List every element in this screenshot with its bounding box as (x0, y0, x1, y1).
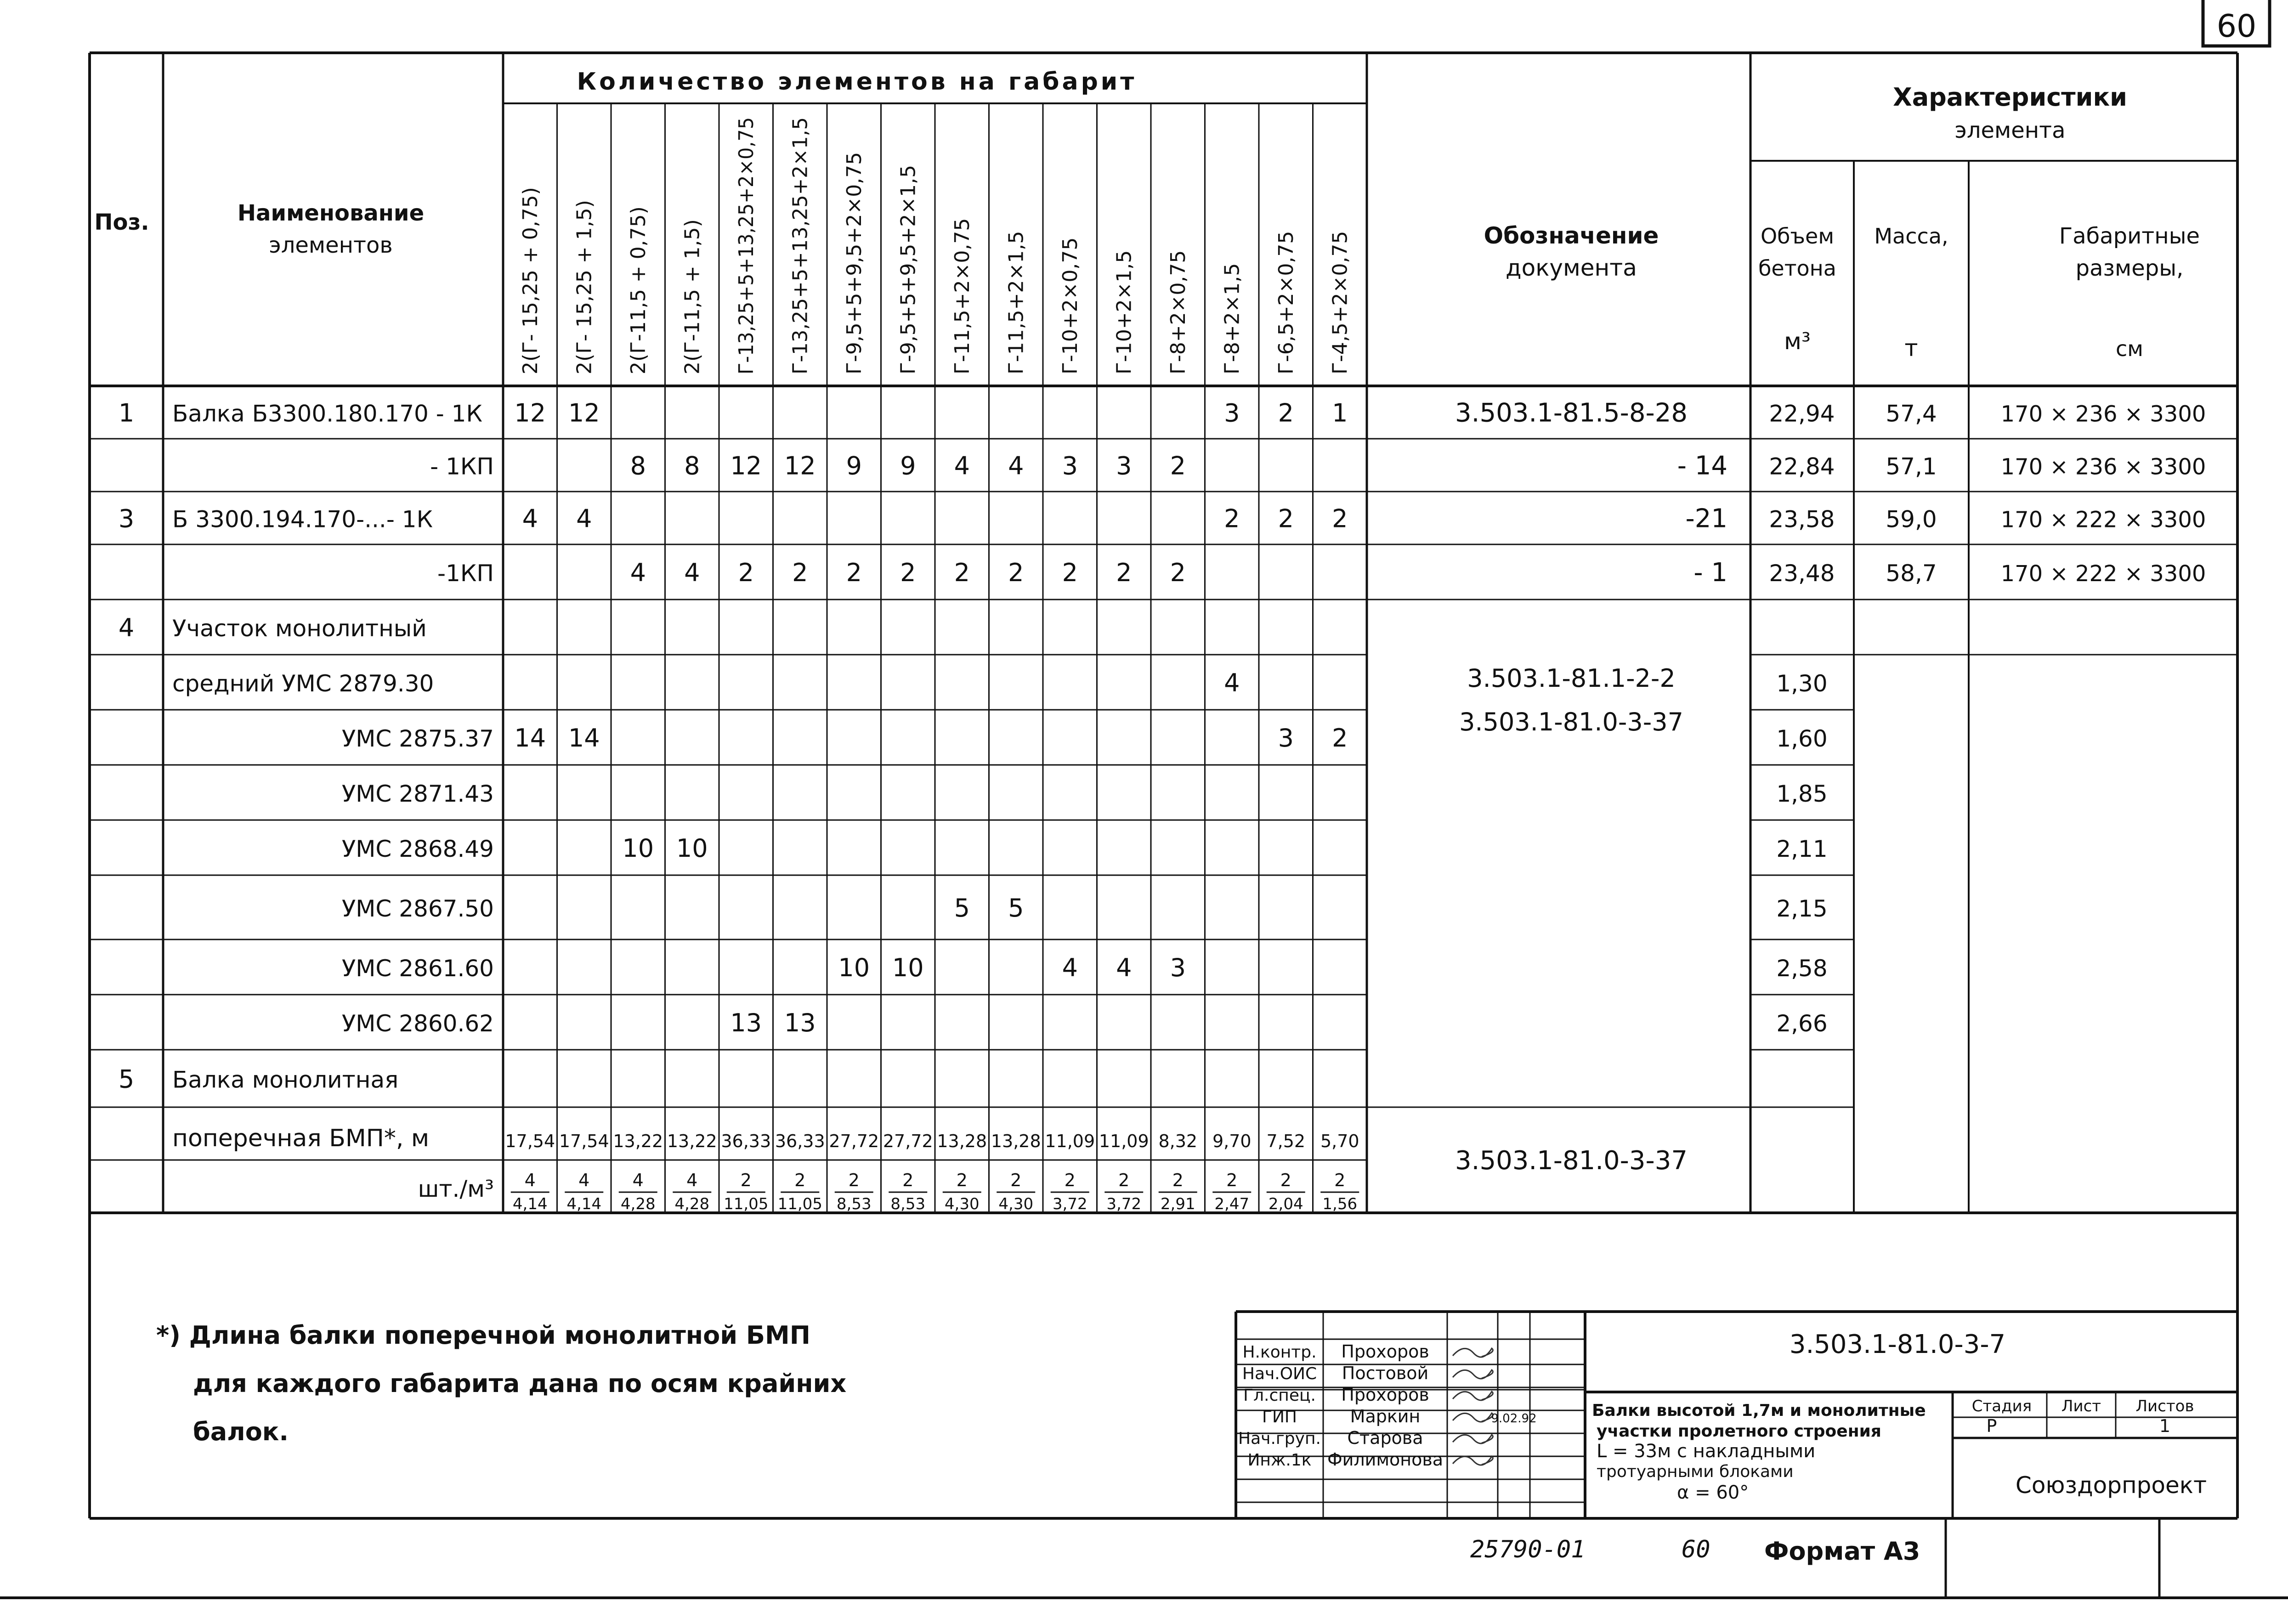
row-volume: 2,66 (1776, 1010, 1828, 1037)
qty-cell: 14 (514, 724, 546, 753)
qty-cell: 4 (1224, 668, 1240, 697)
stamp-title-line5: α = 60° (1677, 1482, 1749, 1503)
qty-cell: 3 (1278, 724, 1294, 753)
bmp-length: 17,54 (559, 1131, 609, 1151)
qty-cell: 3 (1224, 398, 1240, 428)
header-mass-unit: т (1904, 335, 1918, 362)
bmp-pieces: 4 (632, 1170, 644, 1190)
qty-cell: 2 (846, 558, 862, 587)
bmp-length: 36,33 (721, 1131, 771, 1151)
qty-cell: 9 (846, 451, 862, 481)
qty-cell: 12 (730, 451, 762, 481)
row-designation: - 14 (1677, 451, 1727, 481)
row-volume: 1,85 (1776, 781, 1828, 807)
stamp-stage-value: Р (1986, 1416, 1997, 1436)
qty-cell: 4 (1116, 953, 1132, 982)
row-volume: 1,30 (1776, 670, 1828, 697)
bmp-length: 11,09 (1099, 1131, 1149, 1151)
qty-cell: 1 (1332, 398, 1348, 428)
signer-role: Нач.груп. (1238, 1429, 1321, 1448)
row-name: УМС 2867.50 (341, 895, 494, 922)
stamp-title-line2: участки пролетного строения (1597, 1422, 1881, 1441)
row-pos: 5 (118, 1064, 135, 1094)
qty-cell: 2 (792, 558, 808, 587)
row-name: УМС 2861.60 (341, 955, 494, 982)
signer-name: Постовой (1342, 1363, 1429, 1383)
header-qty-group: Количество элементов на габарит (577, 68, 1137, 96)
qty-cell: 4 (684, 558, 700, 587)
qty-cell: 2 (1170, 451, 1186, 481)
footer-inventory: 25790-01 (1470, 1536, 1586, 1563)
qty-cell: 13 (730, 1008, 762, 1037)
bmp-length: 7,52 (1266, 1131, 1306, 1151)
signer-name: Маркин (1350, 1406, 1421, 1426)
row-volume: 22,84 (1769, 453, 1835, 480)
bmp-volume: 8,53 (836, 1195, 872, 1213)
signer-role: Инж.1к (1247, 1451, 1312, 1470)
ums-designation-1: 3.503.1-81.1-2-2 (1467, 664, 1676, 693)
row-name: Балка Б3300.180.170 - 1К (172, 400, 482, 427)
stamp-sheets-value: 1 (2159, 1416, 2171, 1436)
row-pos: 4 (118, 613, 135, 642)
gabarit-header: Г-13,25+5+13,25+2×0,75 (734, 100, 758, 374)
qty-cell: 4 (1062, 953, 1078, 982)
bmp-designation: 3.503.1-81.0-3-37 (1455, 1146, 1688, 1176)
header-pos: Поз. (94, 209, 149, 235)
qty-cell: 4 (576, 504, 592, 533)
bmp-pieces: 2 (1334, 1170, 1346, 1190)
bmp-label: поперечная БМП*, м (172, 1125, 430, 1152)
bmp-pieces: 2 (1226, 1170, 1238, 1190)
qty-cell: 2 (1116, 558, 1132, 587)
qty-cell: 2 (1278, 504, 1294, 533)
qty-cell: 5 (954, 894, 970, 922)
bmp-pieces: 2 (1172, 1170, 1184, 1190)
bmp-pieces: 2 (902, 1170, 914, 1190)
qty-cell: 2 (1332, 504, 1348, 533)
bmp-length: 27,72 (883, 1131, 933, 1151)
bmp-volume: 1,56 (1322, 1195, 1358, 1213)
row-volume: 1,60 (1776, 725, 1828, 752)
qty-cell: 12 (568, 398, 600, 428)
qty-cell: 14 (568, 724, 600, 753)
qty-cell: 8 (630, 451, 646, 481)
qty-cell: 2 (1170, 558, 1186, 587)
bmp-length: 9,70 (1212, 1131, 1252, 1151)
gabarit-header: Г-11,5+2×0,75 (950, 218, 974, 374)
bmp-length: 13,22 (613, 1131, 663, 1151)
header-dims-line2: размеры, (2075, 255, 2184, 281)
row-dims: 170 × 222 × 3300 (2000, 561, 2206, 587)
gabarit-header: Г-9,5+5+9,5+2×1,5 (896, 164, 920, 374)
qty-cell: 2 (1332, 724, 1348, 753)
signer-role: Нач.ОИС (1242, 1364, 1317, 1383)
row-volume: 2,11 (1776, 836, 1828, 862)
qty-cell: 8 (684, 451, 700, 481)
row-name: - 1КП (430, 453, 494, 480)
header-characteristics-line2: элемента (1954, 118, 2066, 143)
row-name: -1КП (437, 560, 494, 587)
row-mass: 58,7 (1886, 560, 1937, 587)
note-line1: *) Длина балки поперечной монолитной БМП (156, 1321, 810, 1350)
row-dims: 170 × 236 × 3300 (2000, 401, 2206, 427)
header-name-line1: Наименование (237, 200, 425, 226)
qty-cell: 3 (1170, 953, 1186, 982)
stamp-title-line4: тротуарными блоками (1597, 1462, 1794, 1481)
bmp-length: 11,09 (1045, 1131, 1095, 1151)
ums-designation-2: 3.503.1-81.0-3-37 (1459, 707, 1683, 736)
header-dims-unit: см (2116, 336, 2143, 361)
footer-page: 60 (1682, 1536, 1710, 1563)
row-dims: 170 × 236 × 3300 (2000, 454, 2206, 480)
stamp-title-line1: Балки высотой 1,7м и монолитные (1592, 1401, 1926, 1420)
header-designation-line2: документа (1506, 255, 1637, 281)
qty-cell: 2 (1278, 398, 1294, 428)
row-designation: - 1 (1693, 558, 1727, 588)
bmp-volume: 2,04 (1268, 1195, 1303, 1213)
qty-cell: 4 (954, 451, 970, 481)
row-designation: 3.503.1-81.5-8-28 (1455, 398, 1688, 428)
bmp-volume: 11,05 (777, 1195, 822, 1213)
stamp-sheets-label: Листов (2135, 1397, 2194, 1415)
header-characteristics-line1: Характеристики (1893, 83, 2127, 112)
header-volume-line2: бетона (1758, 256, 1836, 281)
row-name: УМС 2875.37 (341, 725, 494, 752)
row-name: УМС 2868.49 (341, 836, 494, 862)
qty-cell: 4 (522, 504, 538, 533)
bmp-length: 13,28 (937, 1131, 987, 1151)
sheet-number: 60 (2216, 8, 2257, 45)
gabarit-header: Г-10+2×0,75 (1058, 237, 1082, 374)
qty-cell: 10 (892, 953, 924, 982)
signer-name: Филимонова (1327, 1449, 1444, 1470)
bmp-pieces: 4 (686, 1170, 698, 1190)
bmp-volume: 4,28 (620, 1195, 656, 1213)
bmp-pieces: 2 (1010, 1170, 1022, 1190)
header-designation-line1: Обозначение (1484, 222, 1659, 249)
row-volume: 2,15 (1776, 895, 1828, 922)
stamp-code: 3.503.1-81.0-3-7 (1789, 1330, 2006, 1359)
row-volume: 22,94 (1769, 400, 1835, 427)
gabarit-header: Г-8+2×0,75 (1166, 250, 1190, 374)
gabarit-header: Г-11,5+2×1,5 (1004, 231, 1028, 374)
qty-cell: 13 (784, 1008, 816, 1037)
stamp-stage-label: Стадия (1971, 1397, 2032, 1415)
row-name: средний УМС 2879.30 (172, 670, 434, 697)
qty-cell: 10 (622, 834, 654, 863)
qty-cell: 10 (676, 834, 708, 863)
qty-cell: 12 (784, 451, 816, 481)
bmp-length: 8,32 (1158, 1131, 1198, 1151)
row-name: Б 3300.194.170-...- 1К (172, 506, 433, 533)
qty-cell: 9 (900, 451, 916, 481)
bmp-pieces: 2 (1280, 1170, 1291, 1190)
bmp-volume: 11,05 (724, 1195, 769, 1213)
qty-cell: 12 (514, 398, 546, 428)
row-mass: 59,0 (1886, 506, 1937, 533)
row-mass: 57,1 (1886, 453, 1937, 480)
row-name: УМС 2860.62 (341, 1010, 494, 1037)
qty-cell: 2 (1224, 504, 1240, 533)
stamp-sheet-label: Лист (2061, 1397, 2101, 1415)
bmp-pieces: 2 (740, 1170, 752, 1190)
bmp-length: 36,33 (775, 1131, 825, 1151)
gabarit-header: Г-13,25+5+13,25+2×1,5 (788, 113, 812, 374)
bmp-pieces: 2 (848, 1170, 860, 1190)
row-volume: 2,58 (1776, 955, 1828, 982)
bmp-volume: 2,47 (1214, 1195, 1250, 1213)
bmp-length: 5,70 (1320, 1131, 1359, 1151)
row-name: Участок монолитный (172, 615, 427, 642)
row-pos: 3 (118, 504, 135, 533)
qty-cell: 3 (1116, 451, 1132, 481)
stamp-org: Союздорпроект (2015, 1472, 2207, 1499)
qty-cell: 3 (1062, 451, 1078, 481)
bmp-length: 27,72 (829, 1131, 879, 1151)
note-line3: балок. (193, 1417, 289, 1446)
gabarit-header: 2(Г-11,5 + 1,5) (680, 219, 704, 374)
bmp-volume: 4,30 (944, 1195, 980, 1213)
bmp-volume: 4,30 (998, 1195, 1034, 1213)
bmp-volume: 2,91 (1160, 1195, 1195, 1213)
stamp-title-line3: L = 33м с накладными (1597, 1441, 1816, 1462)
bmp-length: 17,54 (505, 1131, 555, 1151)
signer-date: 9.02.92 (1491, 1412, 1537, 1426)
row-designation: -21 (1685, 504, 1727, 534)
bmp-volume: 4,14 (512, 1195, 548, 1213)
header-volume-line1: Объем (1760, 224, 1835, 249)
bmp-length: 13,28 (991, 1131, 1041, 1151)
gabarit-header: Г-6,5+2×0,75 (1274, 231, 1298, 374)
signer-role: ГИП (1262, 1408, 1297, 1426)
signer-role: Н.контр. (1242, 1343, 1317, 1362)
qty-cell: 5 (1008, 894, 1024, 922)
qty-cell: 10 (838, 953, 870, 982)
qty-cell: 4 (630, 558, 646, 587)
qty-cell: 2 (1008, 558, 1024, 587)
qty-cell: 2 (900, 558, 916, 587)
signer-role: Гл.спец. (1243, 1386, 1316, 1405)
row-dims: 170 × 222 × 3300 (2000, 507, 2206, 533)
gabarit-header: Г-4,5+2×0,75 (1328, 231, 1352, 374)
qty-cell: 2 (1062, 558, 1078, 587)
bmp-volume: 3,72 (1052, 1195, 1087, 1213)
bmp-length: 13,22 (667, 1131, 717, 1151)
header-volume-unit: м³ (1784, 328, 1811, 355)
gabarit-header: 2(Г- 15,25 + 1,5) (572, 200, 596, 374)
bmp-volume: 8,53 (890, 1195, 926, 1213)
row-name: УМС 2871.43 (341, 781, 494, 807)
row-mass: 57,4 (1886, 400, 1937, 427)
bmp-pieces: 2 (1064, 1170, 1076, 1190)
gabarit-header: Г-8+2×1,5 (1220, 263, 1244, 374)
signer-name: Прохоров (1341, 1341, 1429, 1362)
header-dims-line1: Габаритные (2059, 223, 2200, 249)
bmp-pieces: 2 (956, 1170, 968, 1190)
row-volume: 23,58 (1769, 506, 1835, 533)
gabarit-header: 2(Г-11,5 + 0,75) (626, 206, 650, 374)
header-mass-label: Масса, (1874, 224, 1948, 249)
bmp-pieces: 4 (524, 1170, 536, 1190)
qty-cell: 2 (738, 558, 754, 587)
footer-format: Формат А3 (1764, 1537, 1920, 1566)
row-pos: 1 (118, 398, 135, 428)
gabarit-header: 2(Г- 15,25 + 0,75) (518, 187, 542, 374)
row-volume: 23,48 (1769, 560, 1835, 587)
bmp-pieces: 2 (1118, 1170, 1130, 1190)
bmp-pieces: 4 (578, 1170, 590, 1190)
signer-name: Прохоров (1341, 1385, 1429, 1405)
bmp-volume: 3,72 (1106, 1195, 1142, 1213)
bmp-volume: 4,14 (566, 1195, 602, 1213)
bmp-volume: 4,28 (674, 1195, 710, 1213)
bmp-pieces-label: шт./м³ (418, 1176, 494, 1202)
qty-cell: 2 (954, 558, 970, 587)
header-name-line2: элементов (269, 232, 393, 258)
bmp-pieces: 2 (794, 1170, 806, 1190)
row-name: Балка монолитная (172, 1066, 399, 1093)
gabarit-header: Г-10+2×1,5 (1112, 250, 1136, 374)
signer-name: Старова (1347, 1428, 1423, 1448)
qty-cell: 4 (1008, 451, 1024, 481)
note-line2: для каждого габарита дана по осям крайних (193, 1369, 847, 1398)
gabarit-header: Г-9,5+5+9,5+2×0,75 (842, 152, 866, 374)
